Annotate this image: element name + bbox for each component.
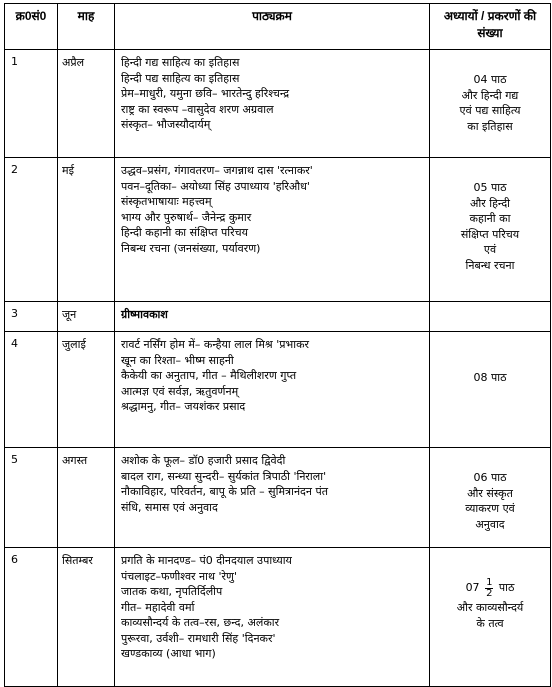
chapter-count-cell xyxy=(430,50,551,158)
chapter-count-cell xyxy=(430,448,551,548)
chapter-count-cell xyxy=(430,332,551,448)
syllabus-cell xyxy=(115,302,430,332)
count-line: संक्षिप्त परिचय xyxy=(460,227,520,241)
table-row xyxy=(5,158,551,302)
count-line: के तत्व xyxy=(476,616,504,630)
count-line: अनुवाद xyxy=(475,517,505,531)
count-line: कहानी का xyxy=(469,212,511,225)
month-cell: मई xyxy=(58,158,115,302)
count-line: और संस्कृत xyxy=(467,486,513,500)
syllabus-line: गीत– महादेवी वर्मा xyxy=(121,600,195,614)
serial-no-cell: 6 xyxy=(5,548,58,687)
syllabus-line: पवन–दूतिका– अयोध्या सिंह उपाध्याय 'हरिऔध' xyxy=(121,179,310,193)
syllabus-table xyxy=(4,3,551,687)
syllabus-line: नौकाविहार, परिवर्तन, बापू के प्रति – सुमित्रानंदन पंत xyxy=(121,485,329,498)
syllabus-line: काव्यसौन्दर्य के तत्व–रस, छन्द, अलंकार xyxy=(121,616,280,629)
month-cell: जून xyxy=(58,302,115,332)
header-chapter-count: अध्यायों / प्रकरणों की संख्या xyxy=(430,4,551,50)
month-cell: अगस्त xyxy=(58,448,115,548)
count-line: 07 $\frac{1}{2}$ पाठ xyxy=(465,576,515,599)
count-line: 05 पाठ xyxy=(473,181,507,194)
count-line: और हिन्दी xyxy=(469,196,511,210)
syllabus-line: संस्कृतभाषायाः महत्त्वम् xyxy=(121,195,212,208)
syllabus-line: संधि, समास एवं अनुवाद xyxy=(121,500,218,514)
table-row xyxy=(5,50,551,158)
syllabus-line: प्रगति के मानदण्ड– पं0 दीनदयाल उपाध्याय xyxy=(121,554,292,567)
syllabus-cell xyxy=(115,158,430,302)
serial-no-cell: 3 xyxy=(5,302,58,332)
month-cell: अप्रैल xyxy=(58,50,115,158)
count-line: 08 पाठ xyxy=(473,371,507,384)
chapter-count-cell xyxy=(430,302,551,332)
header-month: माह xyxy=(58,4,115,50)
count-line: एवं xyxy=(483,243,497,256)
syllabus-line: जातक कथा, नृपतिर्दिलीप xyxy=(121,585,223,598)
syllabus-line: पंचलाइट–फणीश्वर नाथ 'रेणु' xyxy=(121,569,238,583)
syllabus-line: निबन्ध रचना (जनसंख्या, पर्यावरण) xyxy=(121,241,261,255)
serial-no-cell: 2 xyxy=(5,158,58,302)
table-row xyxy=(5,302,551,332)
month-cell: जुलाई xyxy=(58,332,115,448)
fraction-denominator: 2 xyxy=(486,587,493,599)
syllabus-line: संस्कृत– भौजस्यौदार्यम् xyxy=(121,118,211,131)
header-serial-no: क्र0सं0 xyxy=(5,4,58,50)
syllabus-cell xyxy=(115,448,430,548)
table-header-row xyxy=(5,4,551,50)
serial-no-cell: 4 xyxy=(5,332,58,448)
syllabus-line: खण्डकाव्य (आधा भाग) xyxy=(121,647,216,660)
table-body xyxy=(5,50,551,687)
syllabus-line: उद्धव–प्रसंग, गंगावतरण– जगन्नाथ दास 'रत्नाकर' xyxy=(121,164,313,177)
count-line: व्याकरण एवं xyxy=(465,502,515,515)
syllabus-line: कैकेयी का अनुताप, गीत – मैथिलीशरण गुप्त xyxy=(121,369,297,382)
fraction-numerator: 1 xyxy=(486,576,493,588)
syllabus-line: श्रद्धामनु, गीत– जयशंकर प्रसाद xyxy=(121,400,246,413)
syllabus-line: हिन्दी गद्य साहित्य का इतिहास xyxy=(121,56,240,69)
count-line: का इतिहास xyxy=(467,119,513,133)
syllabus-line: बादल राग, सन्ध्या सुन्दरी– सुर्यकांत त्रिपाठी 'निराला' xyxy=(121,469,327,483)
chapter-count-cell xyxy=(430,158,551,302)
syllabus-cell xyxy=(115,332,430,448)
syllabus-line: प्रेम–माधुरी, यमुना छवि– भारतेन्दु हरिश्चन्द्र xyxy=(121,87,290,100)
fraction-half xyxy=(485,578,493,599)
count-line: और हिन्दी गद्य xyxy=(461,88,519,102)
month-cell: सितम्बर xyxy=(58,548,115,687)
syllabus-line: राष्ट्र का स्वरूप –वासुदेव शरण अग्रवाल xyxy=(121,102,274,116)
syllabus-line: आत्मज्ञ एवं सर्वज्ञ, ऋतुवर्णनम् xyxy=(121,384,239,398)
syllabus-page xyxy=(4,3,548,687)
count-line: एवं पद्य साहित्य xyxy=(459,104,521,117)
syllabus-line: रावर्ट नर्सिंग होम में– कन्हैया लाल मिश्र 'प्रभाकर xyxy=(121,338,310,351)
count-line: 04 पाठ xyxy=(473,73,507,86)
syllabus-cell xyxy=(115,548,430,687)
syllabus-line: भाग्य और पुरुषार्थ– जैनेन्द्र कुमार xyxy=(121,210,252,224)
count-line: 06 पाठ xyxy=(473,471,507,484)
syllabus-cell xyxy=(115,50,430,158)
serial-no-cell: 5 xyxy=(5,448,58,548)
syllabus-line: अशोक के फूल– डॉ0 हजारी प्रसाद द्विवेदी xyxy=(121,454,286,467)
serial-no-cell: 1 xyxy=(5,50,58,158)
chapter-count-cell xyxy=(430,548,551,687)
header-syllabus: पाठ्यक्रम xyxy=(115,4,430,50)
count-line: निबन्ध रचना xyxy=(465,258,515,272)
table-row xyxy=(5,448,551,548)
syllabus-line: पुरूरवा, उर्वशी– रामधारी सिंह 'दिनकर' xyxy=(121,631,276,645)
table-row xyxy=(5,332,551,448)
syllabus-line: ग्रीष्मावकाश xyxy=(121,308,168,321)
syllabus-line: खून का रिश्ता– भीष्म साहनी xyxy=(121,353,234,367)
table-row xyxy=(5,548,551,687)
syllabus-line: हिन्दी कहानी का संक्षिप्त परिचय xyxy=(121,226,248,239)
syllabus-line: हिन्दी पद्य साहित्य का इतिहास xyxy=(121,71,240,85)
count-line: और काव्यसौन्दर्य xyxy=(456,601,524,614)
